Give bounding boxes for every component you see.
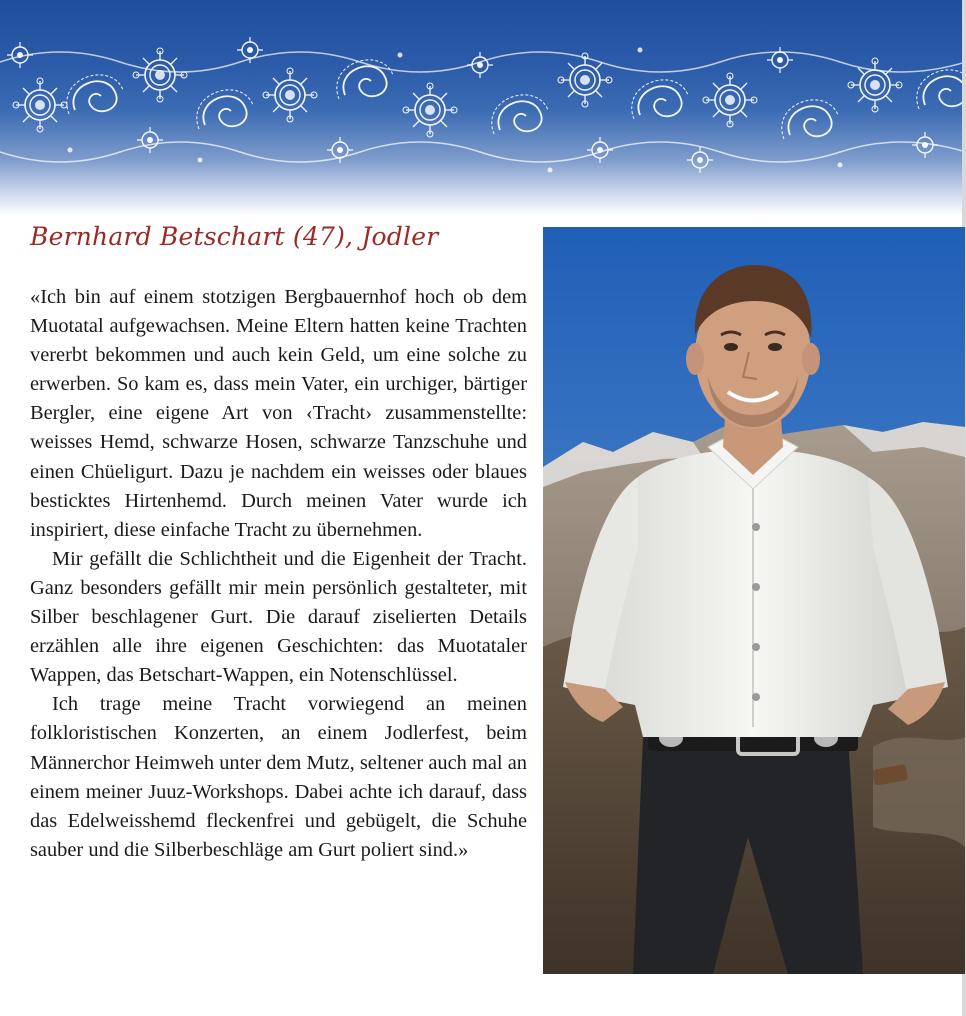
- paragraph-1: «Ich bin auf einem stotzigen Bergbauernhof hoch ob dem Muotatal aufgewachsen. Meine Eltern hatten keine Trachten vererbt bekommen und auch kein Geld, um eine solche zu erwerben. So kam es, dass mein Vater, ein urchiger, bärtiger Bergler, eine eigene Art von ‹Tracht› zusammenstellte: weisses Hemd, schwarze Hosen, schwarze Tanzschuhe und einen Chüeligurt. Dazu je nachdem ein weisses oder blaues besticktes Hirtenhemd. Durch meinen Vater wurde ich inspiriert, diese einfache Tracht zu übernehmen.: [30, 286, 527, 541]
- portrait-illustration: [543, 227, 965, 974]
- article-title: Bernhard Betschart (47), Jodler: [30, 222, 439, 251]
- article-body: [30, 283, 527, 865]
- lace-banner: [0, 0, 966, 215]
- paragraph-2: Mir gefällt die Schlichtheit und die Eigenheit der Tracht. Ganz besonders gefällt mir mein persönlich gestalteter, mit Silber beschlagener Gurt. Die darauf ziselierten Details erzählen alle ihre eigenen Geschichten: das Muotataler Wappen, das Betschart-Wappen, ein Notenschlüssel.: [30, 547, 527, 687]
- paragraph-3: Ich trage meine Tracht vorwiegend an meinen folkloristischen Konzerten, an einem Jodlerfest, beim Männerchor Heimweh unter dem Mutz, seltener auch mal an einem meiner Juuz-Workshops. Dabei achte ich darauf, dass das Edelweisshemd fleckenfrei und gebügelt, die Schuhe sauber und die Silberbeschläge am Gurt poliert sind.»: [30, 693, 527, 861]
- portrait-photo: [543, 227, 965, 974]
- lace-border-decoration: [0, 0, 966, 200]
